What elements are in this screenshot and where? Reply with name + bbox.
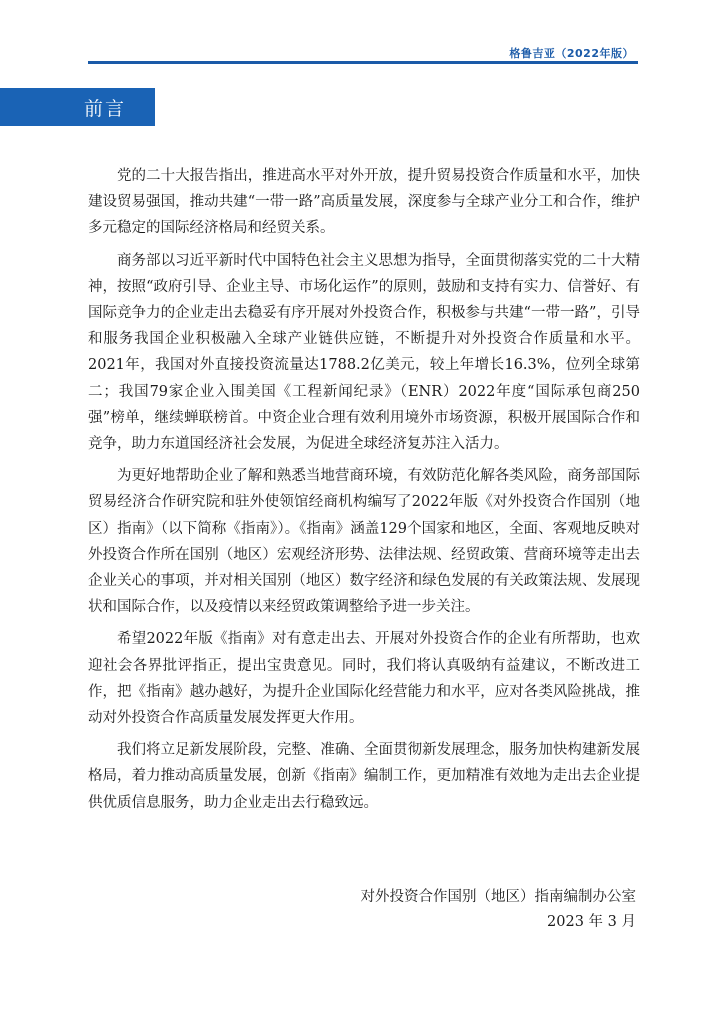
- paragraph: 我们将立足新发展阶段，完整、准确、全面贯彻新发展理念，服务加快构建新发展格局，着力推动高质量发展，创新《指南》编制工作，更加精准有效地为走出去企业提供优质信息服务，助力企业走出去行稳致远。: [88, 742, 640, 811]
- paragraph: 党的二十大报告指出，推进高水平对外开放，提升贸易投资合作质量和水平，加快建设贸易强国，推动共建“一带一路”高质量发展，深度参与全球产业分工和合作，维护多元稳定的国际经济格局和经贸关系。: [88, 168, 640, 237]
- preface-body: [88, 163, 640, 822]
- signature-date: 2023 年 3 月: [547, 914, 636, 930]
- running-header: 格鲁吉亚（2022年版）: [509, 47, 634, 60]
- signature-block: [361, 885, 637, 935]
- section-title: 前言: [84, 98, 127, 120]
- paragraph: 希望2022年版《指南》对有意走出去、开展对外投资合作的企业有所帮助，也欢迎社会各界批评指正，提出宝贵意见。同时，我们将认真吸纳有益建议，不断改进工作，把《指南》越办越好，为提升企业国际化经营能力和水平，应对各类风险挑战，推动对外投资合作高质量发展发挥更大作用。: [88, 631, 640, 727]
- header-rule: [88, 61, 638, 64]
- paragraph: 商务部以习近平新时代中国特色社会主义思想为指导，全面贯彻落实党的二十大精神，按照“政府引导、企业主导、市场化运作”的原则，鼓励和支持有实力、信誉好、有国际竞争力的企业走出去稳妥有序开展对外投资合作，积极参与共建“一带一路”，引导和服务我国企业积极融入全球产业链供应链，不断提升对外投资合作质量和水平。2021年，我国对外直接投资流量达1788.2亿美元，较上年增长16.3%，位列全球第二；我国79家企业入围美国《工程新闻纪录》（ENR）2022年度“国际承包商250强”榜单，继续蝉联榜首。中资企业合理有效利用境外市场资源，积极开展国际合作和竞争，助力东道国经济社会发展，为促进全球经济复苏注入活力。: [88, 252, 640, 453]
- signature-organization: 对外投资合作国别（地区）指南编制办公室: [360, 889, 636, 905]
- paragraph: 为更好地帮助企业了解和熟悉当地营商环境，有效防范化解各类风险，商务部国际贸易经济合作研究院和驻外使领馆经商机构编写了2022年版《对外投资合作国别（地区）指南》（以下简称《指南》）。《指南》涵盖129个国家和地区，全面、客观地反映对外投资合作所在国别（地区）宏观经济形势、法律法规、经贸政策、营商环境等走出去企业关心的事项，并对相关国别（地区）数字经济和绿色发展的有关政策法规、发展现状和国际合作，以及疫情以来经贸政策调整给予进一步关注。: [88, 468, 640, 616]
- section-title-banner: [0, 88, 155, 126]
